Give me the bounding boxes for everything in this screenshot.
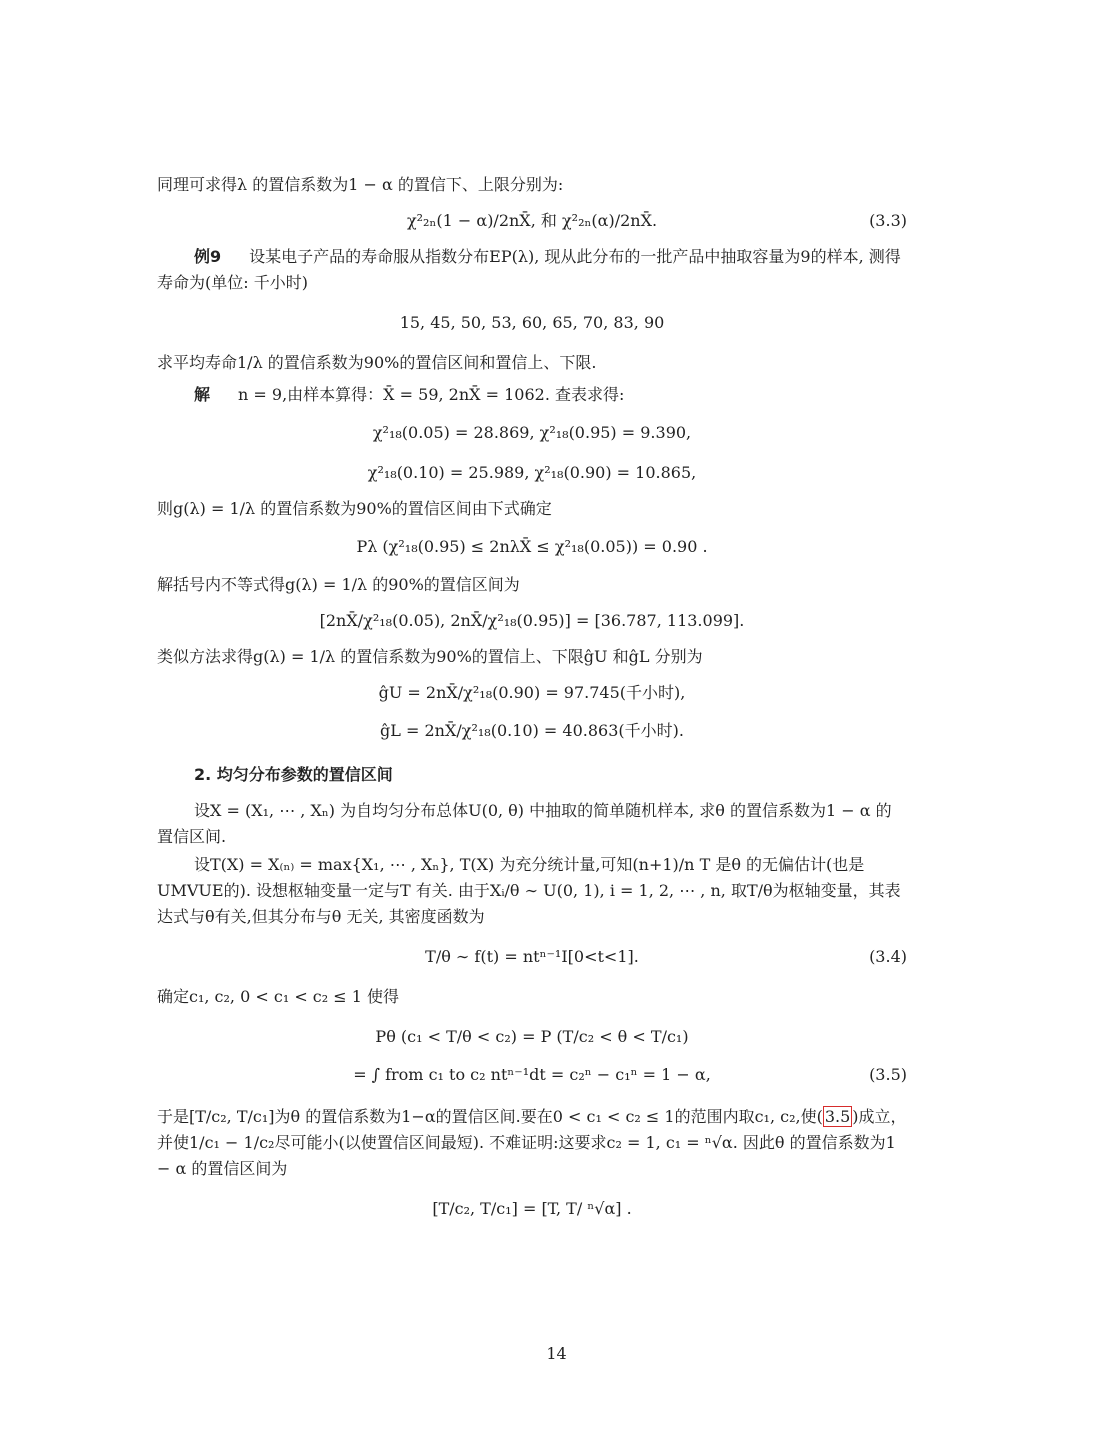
upper-limit-equation: ĝU = 2nX̄/χ²₁₈(0.90) = 97.745(千小时), (378, 683, 686, 702)
probability-equation: Pλ (χ²₁₈(0.95) ≤ 2nλX̄ ≤ χ²₁₈(0.05)) = 0.90 . (356, 537, 708, 556)
example-9 (157, 244, 907, 296)
interval-equation: [2nX̄/χ²₁₈(0.05), 2nX̄/χ²₁₈(0.95)] = [36.787, 113.099]. (319, 611, 745, 630)
page-content (157, 172, 907, 1222)
equation-number: (3.4) (869, 947, 907, 966)
solution (157, 382, 907, 408)
example-label: 例9 (194, 247, 222, 266)
text-line: 确定c₁, c₂, 0 < c₁ < c₂ ≤ 1 使得 (157, 987, 400, 1006)
paragraph-text: 于是[T/c₂, T/c₁]为θ 的置信系数为1−α的置信区间.要在0 < c₁ < c₂ ≤ 1的范围内取c₁, c₂,使( (157, 1107, 823, 1126)
equation-number: (3.5) (869, 1065, 907, 1084)
lower-limit-equation: ĝL = 2nX̄/χ²₁₈(0.10) = 40.863(千小时). (380, 721, 684, 740)
final-interval-equation: [T/c₂, T/c₁] = [T, T/ ⁿ√α] . (432, 1199, 632, 1218)
text-line: 则g(λ) = 1/λ 的置信系数为90%的置信区间由下式确定 (157, 499, 552, 518)
equation-3-4 (157, 944, 907, 970)
solution-label: 解 (194, 385, 211, 404)
equation-3-3 (157, 208, 907, 234)
paragraph: 设T(X) = X₍ₙ₎ = max{X₁, ⋯ , Xₙ}, T(X) 为充分统计量,可知(n+1)/n T 是θ 的无偏估计(也是UMVUE的). 设想枢轴变量一定与T 有关. 由于Xᵢ/θ ∼ U(0, 1), i = 1, 2, ⋯ , n, 取T/θ为枢轴变量，其表达式与θ有关,但其分布与θ 无关, 其密度函数为 (157, 855, 901, 926)
page-number: 14 (546, 1344, 567, 1363)
paragraph: 设X = (X₁, ⋯ , Xₙ) 为自均匀分布总体U(0, θ) 中抽取的简单随机样本, 求θ 的置信系数为1 − α 的置信区间. (157, 801, 892, 846)
text-line: 求平均寿命1/λ 的置信系数为90%的置信区间和置信上、下限. (157, 353, 597, 372)
equation-3-5-line1: Pθ (c₁ < T/θ < c₂) = P (T/c₂ < θ < T/c₁) (375, 1027, 689, 1046)
equation-3-5-line2 (157, 1062, 907, 1088)
equation-reference-link[interactable]: 3.5 (824, 1107, 851, 1126)
example-text: 设某电子产品的寿命服从指数分布EP(λ), 现从此分布的一批产品中抽取容量为9的样本, 测得寿命为(单位: 千小时) (157, 247, 901, 292)
equation-number: (3.3) (869, 211, 907, 230)
text-line: 同理可求得λ 的置信系数为1 − α 的置信下、上限分别为: (157, 175, 564, 194)
text-line: 解括号内不等式得g(λ) = 1/λ 的90%的置信区间为 (157, 575, 520, 594)
paragraph-text: )成立，并使1/c₁ − 1/c₂尽可能小(以使置信区间最短). 不难证明:这要求c₂ = 1, c₁ = ⁿ√α. 因此θ 的置信系数为1 − α 的置信区间为 (157, 1107, 907, 1178)
equation-text: T/θ ∼ f(t) = ntⁿ⁻¹I[0<t<1]. (425, 947, 639, 966)
paragraph (157, 1104, 907, 1182)
chi-values-2: χ²₁₈(0.10) = 25.989, χ²₁₈(0.90) = 10.865, (367, 463, 697, 482)
chi-values-1: χ²₁₈(0.05) = 28.869, χ²₁₈(0.95) = 9.390, (372, 423, 692, 442)
text-line: 类似方法求得g(λ) = 1/λ 的置信系数为90%的置信上、下限ĝU 和ĝL 分别为 (157, 647, 703, 666)
section-heading: 2. 均匀分布参数的置信区间 (194, 765, 393, 784)
equation-text: χ²₂ₙ(1 − α)/2nX̄, 和 χ²₂ₙ(α)/2nX̄. (406, 211, 658, 230)
data-values: 15, 45, 50, 53, 60, 65, 70, 83, 90 (399, 313, 665, 332)
solution-text: n = 9,由样本算得：X̄ = 59, 2nX̄ = 1062. 查表求得: (238, 385, 625, 404)
equation-text: = ∫ from c₁ to c₂ ntⁿ⁻¹dt = c₂ⁿ − c₁ⁿ = 1 − α, (353, 1065, 711, 1084)
